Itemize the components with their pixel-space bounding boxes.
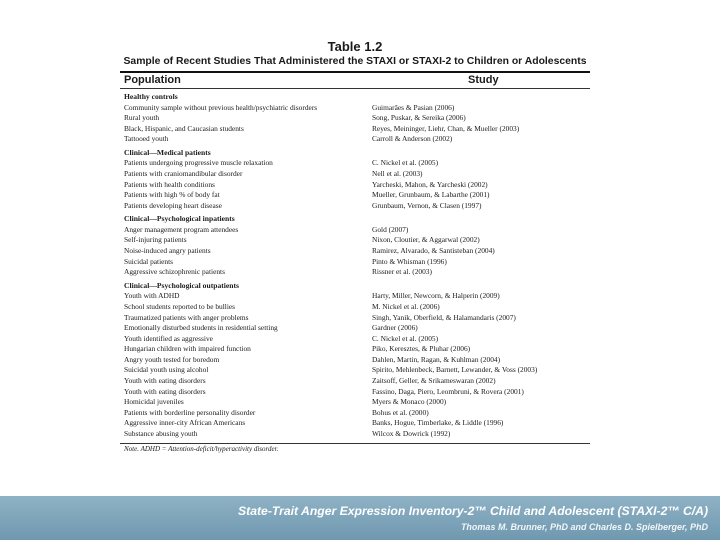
table-row bbox=[120, 267, 590, 278]
population-cell: Noise-induced angry patients bbox=[124, 246, 211, 256]
study-cell: Mueller, Grunbaum, & Labarthe (2001) bbox=[372, 190, 490, 200]
population-cell: Suicidal patients bbox=[124, 256, 174, 266]
study-cell: Singh, Yanik, Oberfield, & Halamandaris (2007) bbox=[372, 312, 516, 322]
population-cell: Aggressive inner-city African Americans bbox=[124, 418, 246, 428]
table-row bbox=[120, 169, 590, 180]
population-cell: Tattooed youth bbox=[124, 134, 169, 144]
population-cell: Youth with eating disorders bbox=[124, 386, 206, 396]
table-row bbox=[120, 376, 590, 387]
study-cell: Banks, Hogue, Timberlake, & Liddle (1996) bbox=[372, 418, 504, 428]
population-cell: Patients with craniomandibular disorder bbox=[124, 168, 243, 178]
study-cell: C. Nickel et al. (2005) bbox=[372, 158, 439, 168]
population-cell: Angry youth tested for boredom bbox=[124, 354, 220, 364]
population-cell: Black, Hispanic, and Caucasian students bbox=[124, 123, 244, 133]
study-cell: Grunbaum, Vernon, & Clasen (1997) bbox=[372, 200, 482, 210]
table-document bbox=[120, 40, 590, 455]
table-section bbox=[120, 281, 590, 440]
study-cell: Rissner et al. (2003) bbox=[372, 267, 432, 277]
study-column-header: Study bbox=[468, 74, 499, 86]
section-title: Healthy controls bbox=[124, 92, 178, 101]
table-row bbox=[120, 225, 590, 236]
study-cell: Piko, Keresztes, & Pluhar (2006) bbox=[372, 344, 471, 354]
table-row bbox=[120, 235, 590, 246]
study-cell: M. Nickel et al. (2006) bbox=[372, 301, 440, 311]
table-number: Table 1.2 bbox=[327, 39, 383, 54]
study-cell: Nell et al. (2003) bbox=[372, 168, 423, 178]
population-cell: Traumatized patients with anger problems bbox=[124, 312, 249, 322]
table-row bbox=[120, 201, 590, 212]
study-cell: Bohus et al. (2000) bbox=[372, 407, 429, 417]
population-cell: Substance abusing youth bbox=[124, 429, 198, 439]
study-cell: Yarcheski, Mahon, & Yarcheski (2002) bbox=[372, 179, 488, 189]
study-cell: Ramirez, Alvarado, & Santisteban (2004) bbox=[372, 246, 495, 256]
population-cell: Suicidal youth using alcohol bbox=[124, 365, 209, 375]
population-cell: Youth identified as aggressive bbox=[124, 333, 213, 343]
table-note: Note. ADHD = Attention-deficit/hyperactivity disorder. bbox=[124, 444, 279, 453]
population-cell: Youth with ADHD bbox=[124, 291, 180, 301]
table-header bbox=[120, 73, 590, 88]
study-cell: Dahlen, Martin, Ragan, & Kuhlman (2004) bbox=[372, 354, 501, 364]
study-cell: Gardner (2006) bbox=[372, 323, 418, 333]
table-section bbox=[120, 148, 590, 211]
table-section bbox=[120, 214, 590, 277]
population-cell: Anger management program attendees bbox=[124, 224, 239, 234]
table-row bbox=[120, 429, 590, 440]
table-row bbox=[120, 355, 590, 366]
section-title: Clinical—Psychological outpatients bbox=[124, 280, 239, 290]
footer-title: State-Trait Anger Expression Inventory-2™ Child and Adolescent (STAXI-2™ C/A) bbox=[238, 504, 708, 518]
study-cell: Zaitsoff, Geller, & Srikameswaran (2002) bbox=[372, 376, 496, 386]
population-cell: Rural youth bbox=[124, 113, 160, 123]
table-row bbox=[120, 291, 590, 302]
header-rule bbox=[120, 88, 590, 89]
table-row bbox=[120, 302, 590, 313]
study-cell: Reyes, Meininger, Liehr, Chan, & Mueller (2003) bbox=[372, 123, 520, 133]
table-row bbox=[120, 134, 590, 145]
table-row bbox=[120, 334, 590, 345]
population-cell: Patients undergoing progressive muscle relaxation bbox=[124, 158, 273, 168]
population-cell: Patients developing heart disease bbox=[124, 200, 222, 210]
study-cell: Pinto & Whisman (1996) bbox=[372, 256, 447, 266]
study-cell: Guimarães & Pasian (2006) bbox=[372, 102, 455, 112]
footer-authors: Thomas M. Brunner, PhD and Charles D. Spielberger, PhD bbox=[460, 522, 708, 532]
table-row bbox=[120, 408, 590, 419]
table-row bbox=[120, 344, 590, 355]
table-row bbox=[120, 103, 590, 114]
population-cell: Homicidal juveniles bbox=[124, 397, 184, 407]
table-row bbox=[120, 323, 590, 334]
study-cell: C. Nickel et al. (2005) bbox=[372, 333, 439, 343]
population-cell: Patients with health conditions bbox=[124, 179, 215, 189]
study-cell: Nixon, Cloutier, & Aggarwal (2002) bbox=[372, 235, 480, 245]
table-row bbox=[120, 418, 590, 429]
population-cell: Youth with eating disorders bbox=[124, 376, 206, 386]
population-cell: Patients with borderline personality disorder bbox=[124, 407, 256, 417]
table-row bbox=[120, 257, 590, 268]
table-row bbox=[120, 365, 590, 376]
population-cell: Hungarian children with impaired function bbox=[124, 344, 251, 354]
table-row bbox=[120, 124, 590, 135]
population-cell: Aggressive schizophrenic patients bbox=[124, 267, 225, 277]
table-row bbox=[120, 246, 590, 257]
study-cell: Song, Puskar, & Sereika (2006) bbox=[372, 113, 466, 123]
table-body bbox=[120, 92, 590, 440]
population-cell: Patients with high % of body fat bbox=[124, 190, 220, 200]
study-cell: Spirito, Mehlenbeck, Barnett, Lewander, & Voss (2003) bbox=[372, 365, 538, 375]
table-row bbox=[120, 190, 590, 201]
population-cell: School students reported to be bullies bbox=[124, 301, 236, 311]
table-row bbox=[120, 313, 590, 324]
section-title: Clinical—Psychological inpatients bbox=[124, 214, 235, 224]
table-row bbox=[120, 180, 590, 191]
study-cell: Fassino, Daga, Piero, Leombruni, & Rovera (2001) bbox=[372, 386, 524, 396]
table-row bbox=[120, 113, 590, 124]
table-title: Sample of Recent Studies That Administered the STAXI or STAXI-2 to Children or Adolescents bbox=[123, 56, 587, 67]
table-row bbox=[120, 158, 590, 169]
study-cell: Wilcox & Dowrick (1992) bbox=[372, 429, 451, 439]
study-cell: Carroll & Anderson (2002) bbox=[372, 134, 453, 144]
study-cell: Harty, Miller, Newcorn, & Halperin (2009) bbox=[372, 291, 500, 301]
study-cell: Gold (2007) bbox=[372, 224, 409, 234]
section-title: Clinical—Medical patients bbox=[124, 147, 211, 157]
population-cell: Emotionally disturbed students in residential setting bbox=[124, 323, 278, 333]
population-column-header: Population bbox=[124, 74, 181, 86]
footer-banner bbox=[0, 496, 720, 540]
population-cell: Community sample without previous health/psychiatric disorders bbox=[124, 102, 318, 112]
table-row bbox=[120, 397, 590, 408]
study-cell: Myers & Monaco (2000) bbox=[372, 397, 447, 407]
population-cell: Self-injuring patients bbox=[124, 235, 187, 245]
table-row bbox=[120, 387, 590, 398]
table-section bbox=[120, 92, 590, 145]
